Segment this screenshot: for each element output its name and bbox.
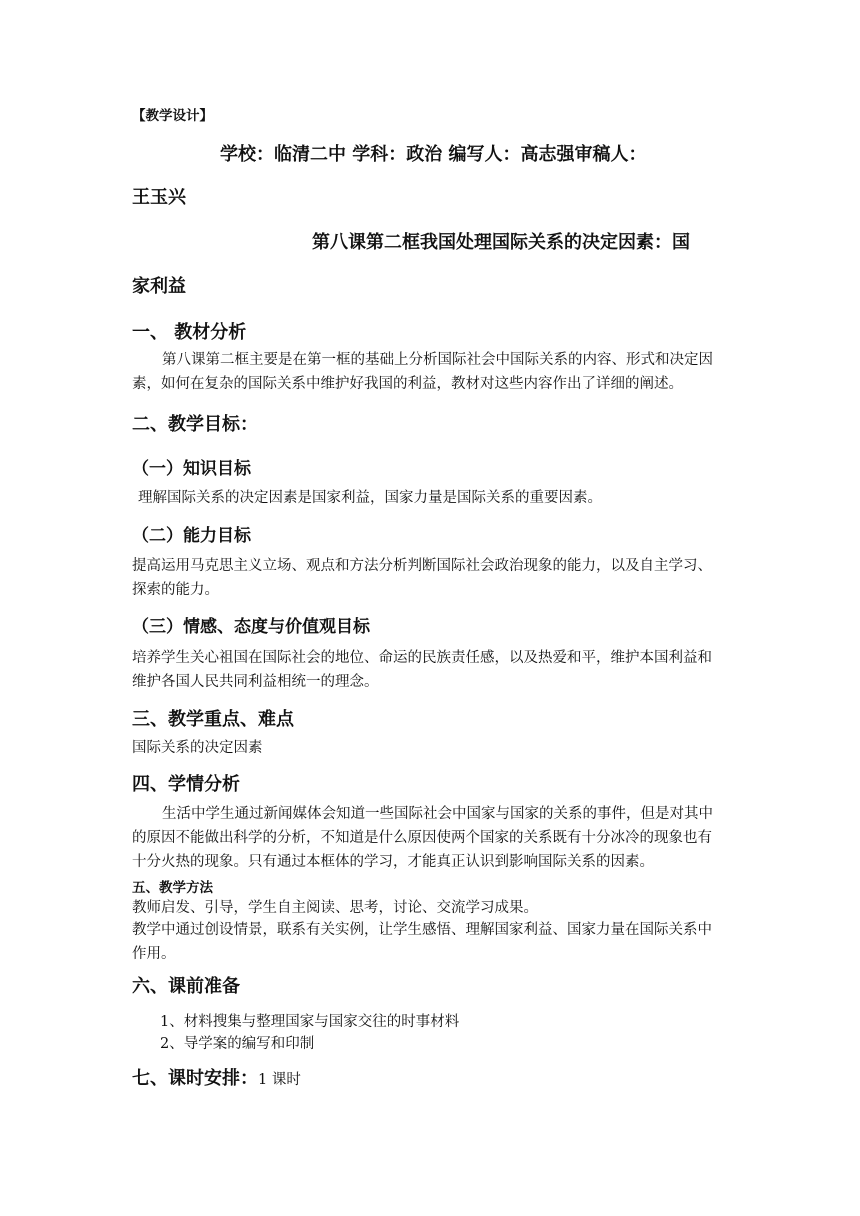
section-heading-2: 二、教学目标：	[132, 414, 258, 435]
paragraph-line: 第八课第二框主要是在第一框的基础上分析国际社会中国际关系的内容、形式和决定因	[162, 352, 713, 368]
section-heading-4: 四、学情分析	[132, 774, 240, 795]
section-heading-3: 三、教学重点、难点	[132, 709, 294, 730]
paragraph-line: 十分火热的现象。只有通过本框体的学习，才能真正认识到影响国际关系的因素。	[132, 854, 654, 870]
paragraph-line: 素，如何在复杂的国际关系中维护好我国的利益，教材对这些内容作出了详细的阐述。	[132, 376, 683, 392]
subheading-knowledge: （一）知识目标	[132, 459, 251, 479]
subheading-values: （三）情感、态度与价值观目标	[132, 617, 370, 637]
paragraph-line: 培养学生关心祖国在国际社会的地位、命运的民族责任感，以及热爱和平，维护本国利益和	[132, 650, 712, 666]
class-hours-value: 1 课时	[258, 1072, 301, 1088]
paragraph-line: 提高运用马克思主义立场、观点和方法分析判断国际社会政治现象的能力，以及自主学习、	[132, 558, 712, 574]
paragraph-line: 理解国际关系的决定因素是国家利益，国家力量是国际关系的重要因素。	[138, 490, 602, 506]
list-item: 2、导学案的编写和印制	[160, 1036, 315, 1052]
list-item: 1、材料搜集与整理国家与国家交往的时事材料	[160, 1014, 460, 1030]
paragraph-line: 的原因不能做出科学的分析，不知道是什么原因使两个国家的关系既有十分冰冷的现象也有	[132, 830, 712, 846]
section-heading-6: 六、课前准备	[132, 976, 240, 997]
section-heading-7: 七、课时安排：	[132, 1068, 258, 1089]
subheading-ability: （二）能力目标	[132, 526, 251, 546]
lesson-title-continued: 家利益	[132, 276, 186, 297]
paragraph-line: 作用。	[132, 946, 176, 962]
paragraph-line: 教学中通过创设情景，联系有关实例，让学生感悟、理解国家利益、国家力量在国际关系中	[132, 922, 712, 938]
paragraph-line: 维护各国人民共同利益相统一的理念。	[132, 674, 379, 690]
design-tag: 【教学设计】	[132, 108, 213, 124]
lesson-title: 第八课第二框我国处理国际关系的决定因素：国	[312, 232, 690, 253]
meta-line: 学校：临清二中 学科：政治 编写人：高志强审稿人：	[220, 144, 647, 165]
meta-line-continued: 王玉兴	[132, 187, 186, 208]
class-hours-line	[132, 1064, 301, 1092]
paragraph-line: 教师启发、引导，学生自主阅读、思考，讨论、交流学习成果。	[132, 900, 538, 916]
paragraph-line: 生活中学生通过新闻媒体会知道一些国际社会中国家与国家的关系的事件，但是对其中	[162, 806, 713, 822]
section-heading-1: 一、 教材分析	[132, 322, 247, 343]
paragraph-line: 国际关系的决定因素	[132, 740, 263, 756]
section-heading-5: 五、教学方法	[132, 880, 213, 896]
paragraph-line: 探索的能力。	[132, 582, 219, 598]
